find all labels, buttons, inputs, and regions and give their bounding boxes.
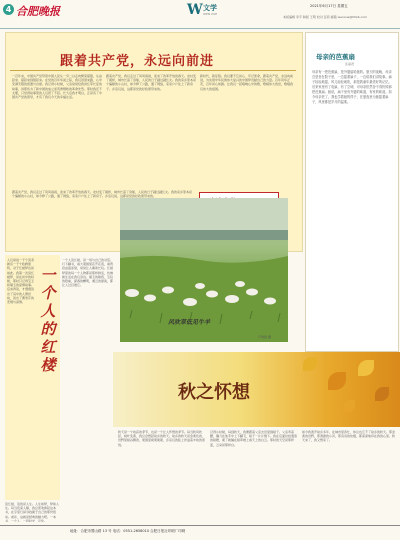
- leaf-icon: [343, 400, 355, 412]
- autumn-article-title: 秋之怀想: [178, 382, 250, 403]
- leaf-icon: [303, 357, 317, 371]
- right-column-author: 张丽君: [345, 62, 355, 66]
- section-mark: W: [187, 2, 203, 18]
- photo-credit: 芦建国 摄: [258, 335, 271, 339]
- middle-article-title: 一个人的红楼: [40, 266, 56, 374]
- right-column-title: 母亲的芭蕉扇: [316, 53, 355, 61]
- autumn-banner: [113, 352, 400, 427]
- newspaper-logo: 合肥晚报: [16, 5, 60, 18]
- title-divider: [10, 70, 296, 71]
- middle-article-column-1: 人们常说一千个读者就有一千个哈姆雷特，对于红楼梦也是如此。我第一次读红楼梦，是在初中的时候，那时只记得宝玉和黛玉的爱情故事。后来再读，才慢慢读出了其中的人情世故，读出了曹雪芹的悲悯与深情。: [7, 258, 35, 305]
- leaf-icon: [328, 372, 346, 390]
- autumn-article-column-1: 秋天是一个收获的季节，也是一个让人怀想的季节。每当秋风吹起，树叶变黄，我总会想起故乡的秋天。故乡的秋天是金黄色的，田野里稻谷飘香，果园里硕果累累，乡亲们的脸上洋溢着丰收的喜悦。: [118, 430, 206, 447]
- page-number-badge: 4: [3, 4, 14, 15]
- top-article-column-2: 跟着共产党，我们走过了风风雨雨，迎来了改革开放的春天。农村变了模样，城市长高了身躯，人民的日子越过越红火。我的家乡原本是个偏僻的小山村，如今修了公路，通了网络，家家户户住上了新房子。乡亲们说，这都是党的好政策带来的。: [106, 74, 196, 91]
- issue-date: 2021年6月17日 星期五: [310, 4, 348, 8]
- middle-article-column-4: 读红楼，读的是人生。人生如梦，梦如人生。每当夜深人静，我总喜欢捧起这本书，在字里行间寻找属于自己的那份感动。或许，这就是经典的魅力吧。一本书，一个人，一段时光，足矣。: [5, 502, 60, 522]
- autumn-article-column-2: 记得小时候，每到秋天，我便跟着父亲去田里割稻子。父亲弯着腰，镰刀在他手中上下翻飞，稻子一片片倒下。我在后面捡拾遗落的稻穗，累了就躺在稻草堆上看天上的白云。那时的天空是那样蓝，云朵是那样白。: [210, 430, 298, 447]
- top-article-title: 跟着共产党，永远向前进: [60, 54, 215, 69]
- autumn-article-column-3: 如今我离开故乡多年，在城市里奔忙，却总也忘不了故乡的秋天。那金黄的田野，那清澈的小河，那袅袅的炊烟，都深深地印在我的心里。秋天来了，我又想家了。: [302, 430, 396, 443]
- right-column-body: 母亲有一把芭蕉扇，是外婆留给她的。夏天的夜晚，母亲总是坐在院子里，一边摇着扇子，一边给我们讲故事。扇子轻轻地摇，风儿轻轻地吹，那是我童年最美好的记忆。后来家里有了电扇，有了空调，可母亲依然舍不得扔掉那把芭蕉扇。她说，扇子里有外婆的味道，有家的味道。如今母亲老了，我也学着她的样子，在夏夜里为她摇着扇子，风里都是岁月的温柔。: [312, 70, 392, 104]
- editor-credits: 本版编辑 李平 制版 王明 校对 张莉 邮箱 wenxue@hfwb.com: [283, 15, 368, 19]
- photo-caption: 风吹草低见牛羊: [168, 319, 211, 326]
- top-article-column-3: 新时代，新征程。我们要不忘初心、牢记使命，跟着共产党，永远向前进，为实现中华民族伟大复兴的中国梦贡献自己的力量。百年风华正茂，百年初心如磐。让我们一起唱响心中的歌，歌唱伟大的党，歌唱我们伟大的祖国。: [200, 74, 294, 91]
- leaf-icon: [358, 360, 374, 376]
- page-footer: [0, 525, 400, 540]
- section-subtitle: WEN XUE: [203, 12, 218, 16]
- top-article-column-1: 一百年来，中国共产党带领中国人民从一穷二白走向繁荣富强，从站起来、富起来到强起来。在党的百年华诞之际，我们回望来路，心中充满无限的感激与自豪。我记得小时候，父亲常常给我讲红军长征的故事，讲那些为了新中国的成立而英勇牺牲的革命先烈。那时我还不太懂，只觉得故事里的人们很了不起。长大后我才明白，正是有了中国共产党的领导，才有了我们今天的幸福生活。: [12, 74, 102, 100]
- section-title: 文学: [203, 4, 217, 12]
- middle-article-column-2: 一个人读红楼，是一场与自己的对话。灯下翻书，看大观园里花开花落，看贾府由盛而衰，常常让人掩卷长叹。红楼梦里的每一个人物都是那样鲜活，仿佛就生活在我们身边。黛玉的敏感，宝钗的稳重，探春的精明，湘云的豪爽，都让人过目难忘。: [62, 258, 114, 288]
- top-article-column-4: 跟着共产党，我们走过了风风雨雨，迎来了改革开放的春天。农村变了模样，城市长高了身躯，人民的日子越过越红火。我的家乡原本是个偏僻的小山村，如今修了公路，通了网络，家家户户住上了新房子。乡亲们说，这都是党的好政策带来的。: [12, 190, 193, 199]
- leaf-icon: [375, 387, 389, 401]
- footer-text: 地址：合肥市蜀山路 13 号 电话：0551-2658010 合肥日报社印刷厂印刷: [70, 529, 186, 533]
